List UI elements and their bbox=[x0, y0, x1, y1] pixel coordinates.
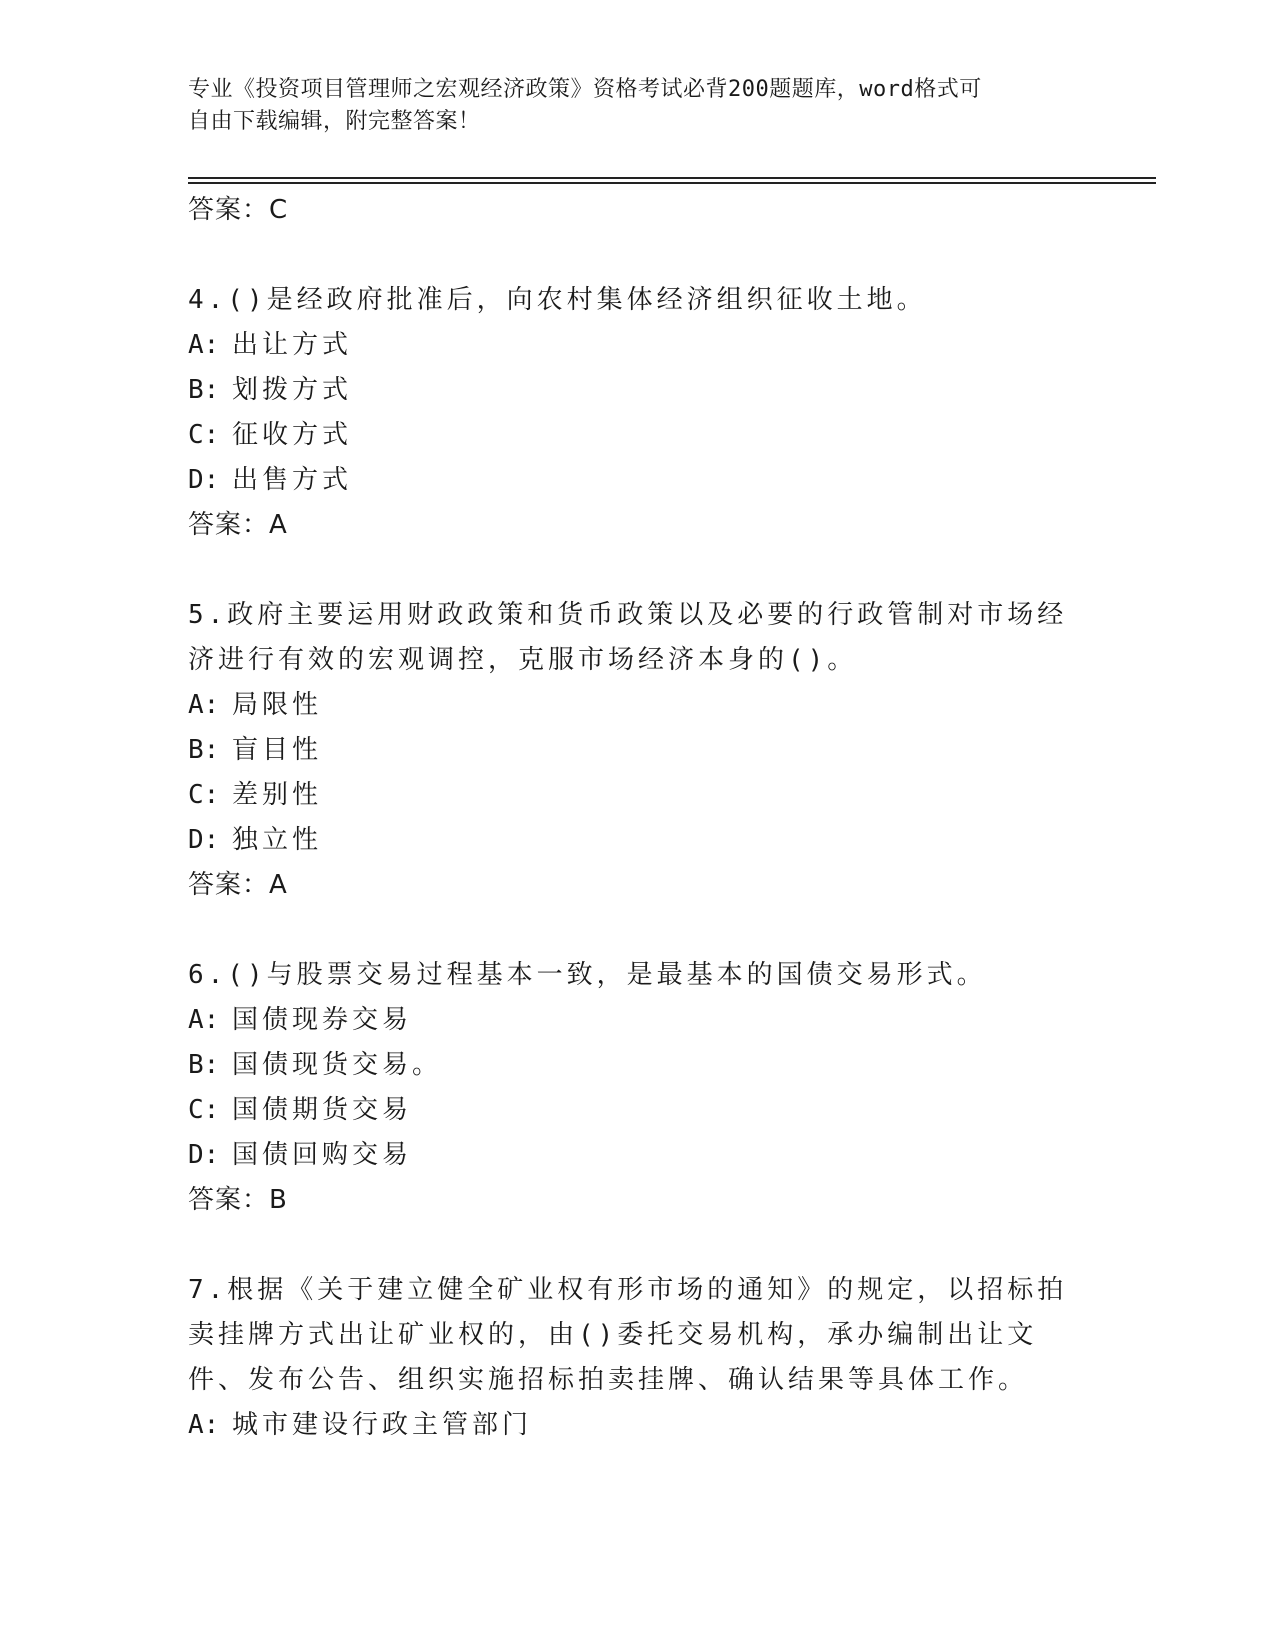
option-a bbox=[188, 683, 1068, 728]
answer-line: 答案：C bbox=[188, 195, 289, 225]
document-header bbox=[188, 74, 1068, 138]
option-letter: D: bbox=[188, 1140, 220, 1170]
question-7 bbox=[188, 1268, 1068, 1448]
option-b bbox=[188, 728, 1068, 773]
option-letter: A: bbox=[188, 1410, 220, 1440]
answer-line: 答案：A bbox=[188, 510, 288, 540]
option-text: 国债回购交易 bbox=[232, 1140, 413, 1170]
option-letter: B: bbox=[188, 735, 220, 765]
option-letter: A: bbox=[188, 690, 220, 720]
option-c bbox=[188, 413, 1068, 458]
option-text: 划拨方式 bbox=[232, 375, 353, 405]
answer-line: 答案：A bbox=[188, 870, 288, 900]
option-letter: B: bbox=[188, 1050, 220, 1080]
option-letter: A: bbox=[188, 330, 220, 360]
document-body bbox=[188, 188, 1068, 1448]
header-divider-top bbox=[188, 177, 1156, 179]
option-text: 国债现券交易 bbox=[232, 1005, 413, 1035]
question-stem: 6.()与股票交易过程基本一致，是最基本的国债交易形式。 bbox=[188, 960, 987, 990]
header-line-2: 自由下载编辑，附完整答案！ bbox=[188, 109, 481, 134]
option-letter: A: bbox=[188, 1005, 220, 1035]
option-a bbox=[188, 1403, 1068, 1448]
option-letter: C: bbox=[188, 1095, 220, 1125]
option-letter: D: bbox=[188, 825, 220, 855]
option-letter: C: bbox=[188, 780, 220, 810]
option-text: 独立性 bbox=[232, 825, 323, 855]
option-letter: C: bbox=[188, 420, 220, 450]
question-5 bbox=[188, 593, 1068, 908]
option-b bbox=[188, 368, 1068, 413]
option-c bbox=[188, 1088, 1068, 1133]
question-stem: 7.根据《关于建立健全矿业权有形市场的通知》的规定，以招标拍卖挂牌方式出让矿业权的，由()委托交易机构，承办编制出让文件、发布公告、组织实施招标拍卖挂牌、确认结果等具体工作。 bbox=[188, 1275, 1068, 1395]
answer-line: 答案：B bbox=[188, 1185, 288, 1215]
option-d bbox=[188, 458, 1068, 503]
option-letter: D: bbox=[188, 465, 220, 495]
option-a bbox=[188, 998, 1068, 1043]
option-text: 局限性 bbox=[232, 690, 323, 720]
option-d bbox=[188, 818, 1068, 863]
option-text: 国债现货交易。 bbox=[232, 1050, 443, 1080]
header-divider-bottom bbox=[188, 182, 1156, 184]
option-text: 国债期货交易 bbox=[232, 1095, 413, 1125]
option-b bbox=[188, 1043, 1068, 1088]
option-c bbox=[188, 773, 1068, 818]
option-text: 出让方式 bbox=[232, 330, 353, 360]
question-4 bbox=[188, 278, 1068, 548]
option-text: 征收方式 bbox=[232, 420, 353, 450]
question-6 bbox=[188, 953, 1068, 1223]
option-letter: B: bbox=[188, 375, 220, 405]
option-text: 出售方式 bbox=[232, 465, 353, 495]
option-text: 差别性 bbox=[232, 780, 323, 810]
question-stem: 4.()是经政府批准后，向农村集体经济组织征收土地。 bbox=[188, 285, 927, 315]
option-text: 盲目性 bbox=[232, 735, 323, 765]
option-d bbox=[188, 1133, 1068, 1178]
option-text: 城市建设行政主管部门 bbox=[232, 1410, 533, 1440]
option-a bbox=[188, 323, 1068, 368]
header-line-1: 专业《投资项目管理师之宏观经济政策》资格考试必背200题题库，word格式可 bbox=[188, 77, 982, 102]
question-stem: 5.政府主要运用财政政策和货币政策以及必要的行政管制对市场经济进行有效的宏观调控，克服市场经济本身的()。 bbox=[188, 600, 1068, 675]
